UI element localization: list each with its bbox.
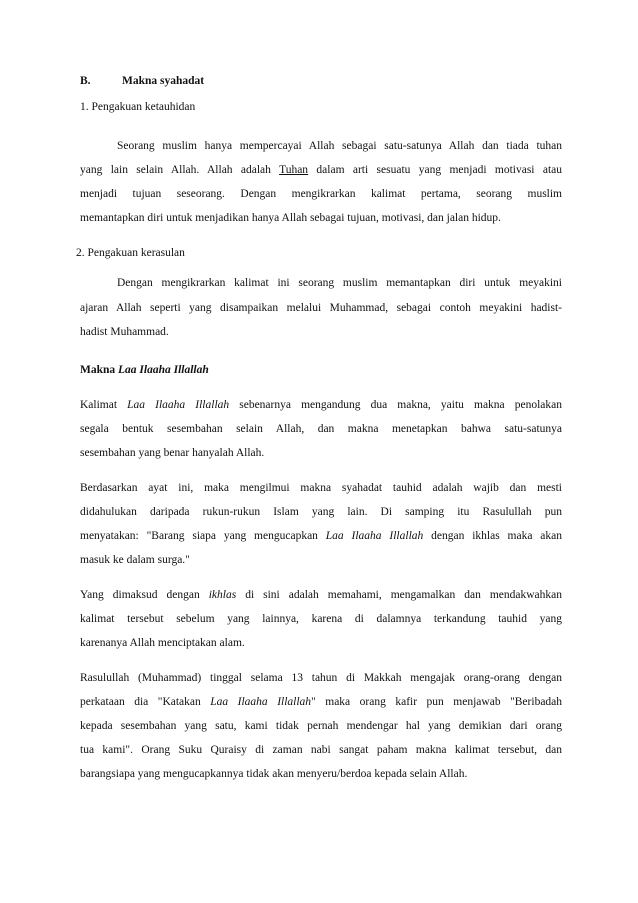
line-segment: perkataan dia "Katakan	[80, 696, 211, 708]
subheading-ketauhidan: 1. Pengakuan ketauhidan	[80, 101, 196, 113]
paragraph-line	[80, 398, 562, 412]
paragraph-line: kalimat tersebut sebelum yang lainnya, karena di dalamnya terkandung tauhid yang	[80, 613, 562, 625]
italic-phrase: Laa Ilaaha Illallah	[325, 530, 424, 542]
line-segment: di sini adalah memahami, mengamalkan dan mendakwahkan	[236, 589, 563, 601]
paragraph-line: ajaran Allah seperti yang disampaikan melalui Muhammad, sebagai contoh meyakini hadist-	[80, 302, 562, 314]
paragraph-line: kepada sesembahan yang satu, kami tidak pernah mendengar hal yang demikian dari orang	[80, 720, 562, 732]
italic-phrase: ikhlas	[208, 589, 237, 601]
paragraph-line: masuk ke dalam surga."	[80, 554, 190, 566]
line-segment: menyatakan: "Barang siapa yang mengucapkan	[80, 530, 326, 542]
paragraph-line: Seorang muslim hanya mempercayai Allah sebagai satu-satunya Allah dan tiada tuhan	[117, 140, 562, 152]
paragraph-line: menjadi tujuan seseorang. Dengan mengikrarkan kalimat pertama, seorang muslim	[80, 188, 562, 200]
paragraph-line	[80, 588, 562, 602]
line-segment: yang lain selain Allah. Allah adalah	[80, 164, 271, 176]
paragraph-line: didahulukan daripada rukun-rukun Islam yang lain. Di samping itu Rasulullah pun	[80, 506, 562, 518]
paragraph-line: tua kami". Orang Suku Quraisy di zaman nabi sangat paham makna kalimat tersebut, dan	[80, 744, 562, 756]
paragraph-line: sesembahan yang benar hanyalah Allah.	[80, 447, 265, 459]
makna-heading	[80, 363, 209, 377]
paragraph-line: hadist Muhammad.	[80, 326, 169, 338]
paragraph-line: barangsiapa yang mengucapkannya tidak akan menyeru/berdoa kepada selain Allah.	[80, 768, 468, 780]
paragraph-line: Dengan mengikrarkan kalimat ini seorang muslim memantapkan diri untuk meyakini	[117, 277, 562, 289]
paragraph-line: segala bentuk sesembahan selain Allah, dan makna menetapkan bahwa satu-satunya	[80, 423, 562, 435]
section-letter: B.	[80, 75, 91, 87]
line-segment: dalam arti sesuatu yang menjadi motivasi atau	[316, 164, 562, 176]
heading-italic: Laa Ilaaha Illallah	[118, 364, 209, 376]
line-segment: " maka orang kafir pun menjawab "Beribadah	[311, 696, 563, 708]
paragraph-line-with-underline	[80, 163, 562, 177]
italic-phrase: Laa Ilaaha Illallah	[210, 696, 312, 708]
subheading-kerasulan: 2. Pengakuan kerasulan	[76, 247, 185, 259]
heading-text: Makna	[80, 364, 119, 376]
italic-phrase: Laa Ilaaha Illallah	[127, 399, 230, 411]
line-segment: Kalimat	[80, 399, 128, 411]
section-title: Makna syahadat	[122, 75, 205, 87]
underlined-word: Tuhan	[279, 164, 309, 176]
paragraph-line	[80, 695, 562, 709]
paragraph-line: Berdasarkan ayat ini, maka mengilmui makna syahadat tauhid adalah wajib dan mesti	[80, 482, 562, 494]
paragraph-line: karenanya Allah menciptakan alam.	[80, 637, 245, 649]
line-segment: Yang dimaksud dengan	[80, 589, 209, 601]
paragraph-line: Rasulullah (Muhammad) tinggal selama 13 tahun di Makkah mengajak orang-orang dengan	[80, 672, 562, 684]
line-segment: sebenarnya mengandung dua makna, yaitu makna penolakan	[229, 399, 563, 411]
paragraph-line: memantapkan diri untuk menjadikan hanya Allah sebagai tujuan, motivasi, dan jalan hidup.	[80, 212, 501, 224]
line-segment: dengan ikhlas maka akan	[423, 530, 562, 542]
paragraph-line	[80, 529, 562, 543]
